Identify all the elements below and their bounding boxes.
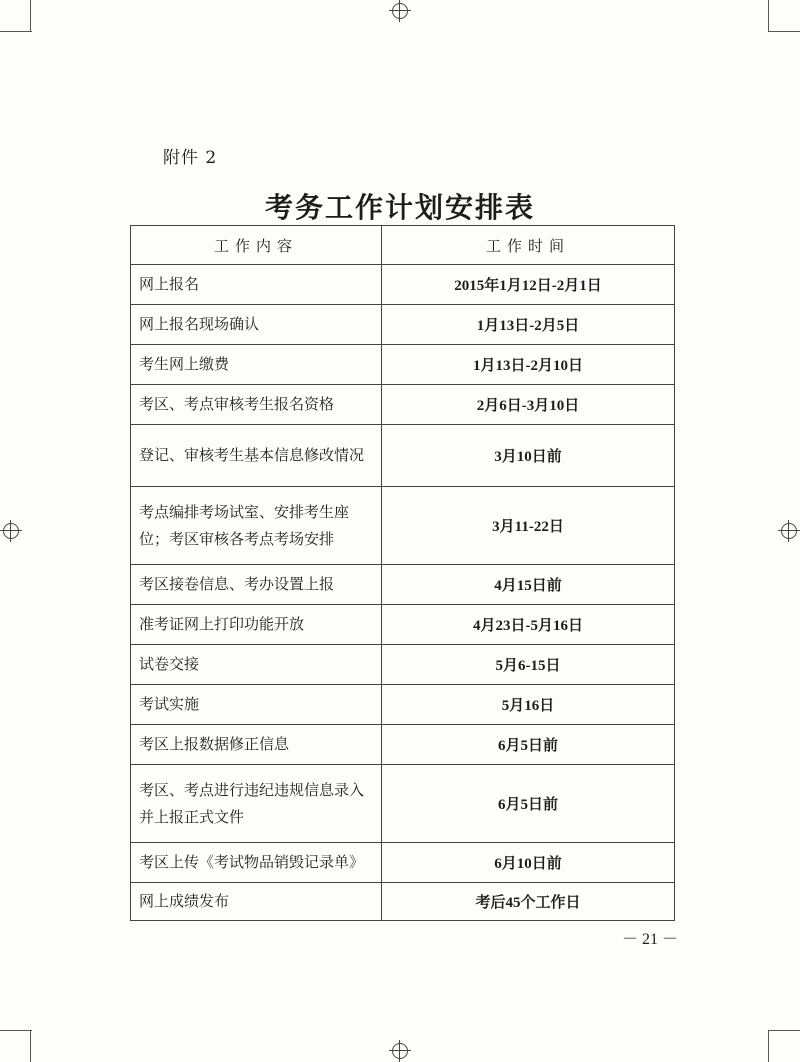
- registration-mark-bottom: [389, 1040, 411, 1062]
- table-row: [131, 883, 675, 921]
- registration-mark-right: [778, 520, 800, 542]
- row-content: 登记、审核考生基本信息修改情况: [131, 425, 382, 487]
- row-content: 考区、考点审核考生报名资格: [131, 385, 382, 425]
- row-time: 1月13日-2月10日: [382, 345, 675, 385]
- crop-mark: [0, 1030, 32, 1031]
- crop-mark: [0, 31, 32, 32]
- row-time: 2015年1月12日-2月1日: [382, 265, 675, 305]
- crop-mark: [30, 1030, 31, 1062]
- row-content: 考区上传《考试物品销毁记录单》: [131, 843, 382, 883]
- crop-mark: [768, 1030, 800, 1031]
- row-time: 6月10日前: [382, 843, 675, 883]
- row-time: 考后45个工作日: [382, 883, 675, 921]
- row-time: 6月5日前: [382, 765, 675, 843]
- table-row: [131, 725, 675, 765]
- table-row: [131, 265, 675, 305]
- row-time: 3月11-22日: [382, 487, 675, 565]
- table-row: [131, 565, 675, 605]
- row-content: 考区接卷信息、考办设置上报: [131, 565, 382, 605]
- table-row: [131, 425, 675, 487]
- table-row: [131, 645, 675, 685]
- page-number: － 21 －: [622, 931, 679, 948]
- row-time: 2月6日-3月10日: [382, 385, 675, 425]
- table-row: [131, 305, 675, 345]
- table-row: [131, 685, 675, 725]
- schedule-table: [130, 225, 675, 921]
- row-time: 6月5日前: [382, 725, 675, 765]
- row-content: 考区上报数据修正信息: [131, 725, 382, 765]
- row-time: 3月10日前: [382, 425, 675, 487]
- row-content: 考区、考点进行违纪违规信息录入并上报正式文件: [131, 765, 382, 843]
- row-content: 考试实施: [131, 685, 382, 725]
- header-time: 工作时间: [382, 226, 675, 265]
- row-time: 4月23日-5月16日: [382, 605, 675, 645]
- row-time: 1月13日-2月5日: [382, 305, 675, 345]
- table-row: [131, 487, 675, 565]
- table-row: [131, 345, 675, 385]
- header-content: 工作内容: [131, 226, 382, 265]
- row-content: 考生网上缴费: [131, 345, 382, 385]
- registration-mark-left: [0, 520, 22, 542]
- document-title: 考务工作计划安排表: [264, 191, 535, 224]
- attachment-label: 附件 2: [163, 148, 218, 168]
- table-row: [131, 605, 675, 645]
- table-header-row: [131, 226, 675, 265]
- crop-mark: [768, 31, 800, 32]
- crop-mark: [768, 1030, 769, 1062]
- table-row: [131, 385, 675, 425]
- row-content: 网上报名现场确认: [131, 305, 382, 345]
- row-time: 5月6-15日: [382, 645, 675, 685]
- row-time: 4月15日前: [382, 565, 675, 605]
- row-time: 5月16日: [382, 685, 675, 725]
- row-content: 试卷交接: [131, 645, 382, 685]
- registration-mark-top: [389, 0, 411, 22]
- table-row: [131, 843, 675, 883]
- row-content: 考点编排考场试室、安排考生座位；考区审核各考点考场安排: [131, 487, 382, 565]
- row-content: 网上成绩发布: [131, 883, 382, 921]
- row-content: 准考证网上打印功能开放: [131, 605, 382, 645]
- crop-mark: [30, 0, 31, 32]
- row-content: 网上报名: [131, 265, 382, 305]
- crop-mark: [768, 0, 769, 32]
- table-row: [131, 765, 675, 843]
